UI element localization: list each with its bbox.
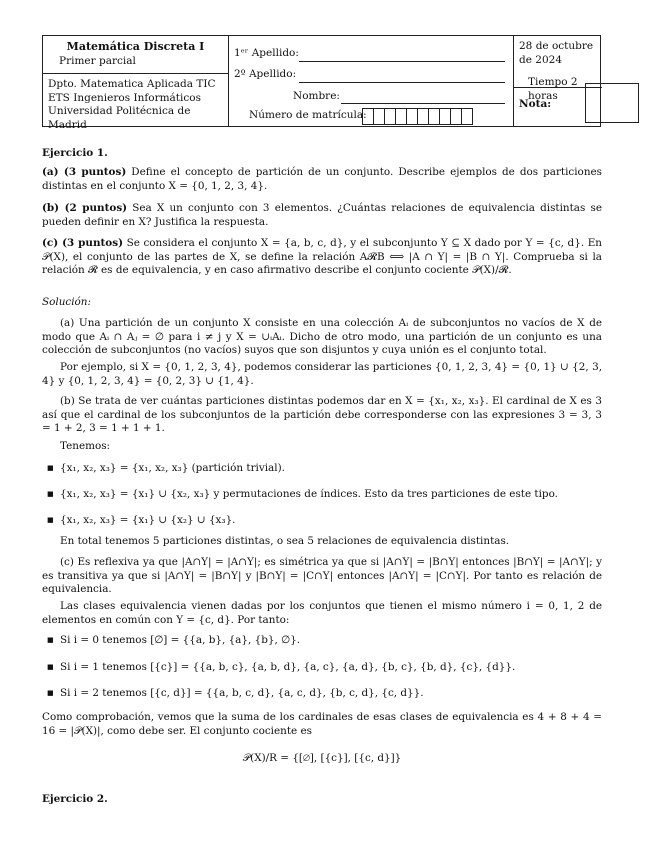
solution-paragraph-c: (c) Es reflexiva ya que |A∩Y| = |A∩Y|; es simétrica ya que si |A∩Y| = |B∩Y| entonces |B∩Y| = |A∩Y|; y es transitiva ya que si |A∩Y| = |B∩Y| y |B∩Y| = |C∩Y| entonces |A∩Y| = |C∩Y|. Por tanto es relación de equivalencia. [42,556,602,596]
part-c-text: Se considera el conjunto X = {a, b, c, d}, y el subconjunto Y ⊆ X dado por Y = {c, d}. En 𝒫(X), el conjunto de las partes de X, se define la relación A𝓡B ⟺ |A ∩ Y| = |B ∩ Y|. Comprueba si la relación 𝓡 es de equivalencia, y en caso afirmativo describe el conjunto cociente 𝒫(X)/𝓡. [42,237,602,277]
list-item: ■ {x₁, x₂, x₃} = {x₁} ∪ {x₂} ∪ {x₃}. [60,514,236,528]
list-item: ■ {x₁, x₂, x₃} = {x₁} ∪ {x₂, x₃} y permutaciones de índices. Esto da tres particiones de este tipo. [60,488,558,502]
school-line: ETS Ingenieros Informáticos [48,91,201,104]
solution-paragraph-example: Por ejemplo, si X = {0, 1, 2, 3, 4}, podemos considerar las particiones {0, 1, 2, 3, 4} = {0, 1} ∪ {2, 3, 4} y {0, 1, 2, 3, 4} = {0, 2, 3} ∪ {1, 4}. [42,361,602,387]
matricula-label: Número de matrícula: [249,109,367,121]
exercise1-part-c [42,237,602,278]
solution-total: En total tenemos 5 particiones distintas, o sea 5 relaciones de equivalencia distintas. [60,535,510,547]
solution-tenemos: Tenemos: [60,440,111,452]
solution-label: Solución: [42,296,91,308]
exercise1-part-b [42,202,602,229]
solution-paragraph-a: (a) Una partición de un conjunto X consiste en una colección Aᵢ de subconjuntos no vacíos de X de modo que Aᵢ ∩ Aⱼ = ∅ para i ≠ j y X = ∪ᵢAᵢ. Dicho de otro modo, una partición de un conjunto es una colección de subconjuntos (no vacíos) suyos que son disjuntos y cuya unión es el conjunto total. [42,317,602,357]
nombre-field[interactable] [341,103,505,104]
part-b-label: (b) (2 puntos) [42,202,128,214]
part-a-label: (a) (3 puntos) [42,166,127,178]
exercise1-part-a [42,166,602,193]
part-c-label: (c) (3 puntos) [42,237,123,249]
apellido2-label: 2º Apellido: [234,68,297,80]
part-b-text: Sea X un conjunto con 3 elementos. ¿Cuántas relaciones de equivalencia distintas se pueden definir en X? Justifica la respuesta. [42,202,602,228]
apellido1-label: 1ᵉʳ Apellido: [234,47,299,59]
university-line: Universidad Politécnica de Madrid [48,105,191,131]
exam-time: Tiempo 2 horas [528,75,578,102]
solution-classes-intro: Las clases equivalencia vienen dadas por los conjuntos que tienen el mismo número i = 0, 1, 2 de elementos en común con Y = {c, d}. Por tanto: [42,600,602,626]
exercise2-title: Ejercicio 2. [42,793,108,805]
nombre-label: Nombre: [293,90,340,102]
matricula-boxes[interactable] [363,108,473,125]
solution-paragraph-b: (b) Se trata de ver cuántas particiones distintas podemos dar en X = {x₁, x₂, x₃}. El cardinal de X es 3 así que el cardinal de los subconjuntos de la partición debe corresponderse con las expresiones 3 = 3, 3 = 1 + 2, 3 = 1 + 1 + 1. [42,395,602,435]
course-title: Matemática Discreta I [66,40,205,53]
solution-check: Como comprobación, vemos que la suma de los cardinales de esas clases de equivalencia es 4 + 8 + 4 = 16 = |𝒫(X)|, como debe ser. El conjunto cociente es [42,711,602,737]
exercise1-title: Ejercicio 1. [42,147,108,159]
list-item: ■ Si i = 2 tenemos [{c, d}] = {{a, b, c, d}, {a, c, d}, {b, c, d}, {c, d}}. [60,687,424,701]
grade-label: Nota: [519,98,552,110]
quotient-formula: 𝒫(X)/R = {[∅], [{c}], [{c, d}]} [242,752,402,764]
course-info [43,36,229,131]
part-a-text: Define el concepto de partición de un conjunto. Describe ejemplos de dos particiones distintas en el conjunto X = {0, 1, 2, 3, 4}. [42,166,602,192]
exam-meta [514,36,602,126]
exam-type: Primer parcial [59,54,136,67]
student-fields [229,36,514,126]
list-item: ■ Si i = 0 tenemos [∅] = {{a, b}, {a}, {b}, ∅}. [60,634,300,648]
apellido2-field[interactable] [299,82,505,83]
list-item: ■ {x₁, x₂, x₃} = {x₁, x₂, x₃} (partición trivial). [60,462,285,476]
department-info [43,74,228,133]
apellido1-field[interactable] [299,61,505,62]
department-line: Dpto. Matematica Aplicada TIC [48,78,216,90]
grade-box [585,83,639,123]
list-item: ■ Si i = 1 tenemos [{c}] = {{a, b, c}, {a, b, d}, {a, c}, {a, d}, {b, c}, {b, d}, {c}, {d}}. [60,661,515,675]
exam-header [42,35,601,131]
exam-date: 28 de octubre de 2024 [519,40,594,66]
